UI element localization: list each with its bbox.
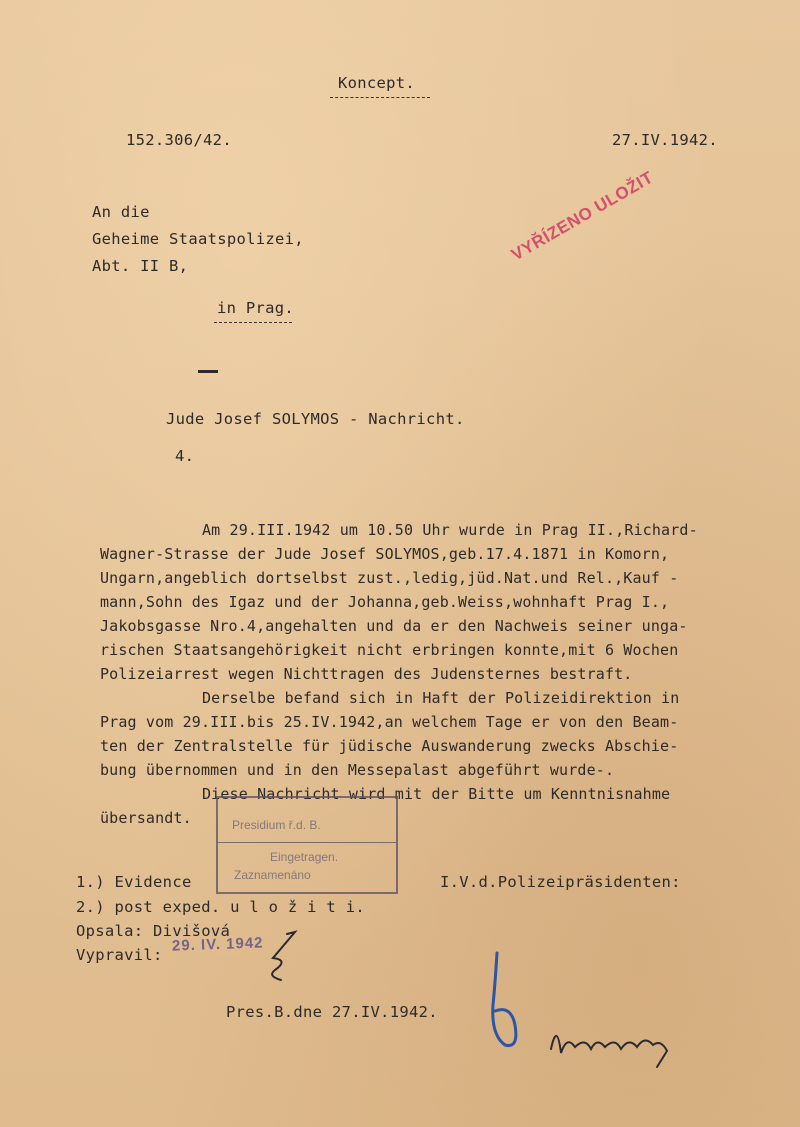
file-number: 152.306/42. xyxy=(126,131,232,149)
body-line: Jakobsgasse Nro.4,angehalten und da er den Nachweis seiner unga- xyxy=(100,617,688,635)
body-line: Derselbe befand sich in Haft der Polizeidirektion in xyxy=(202,689,680,707)
body-line: ten der Zentralstelle für jüdische Auswanderung zwecks Abschie- xyxy=(100,737,679,755)
presidium-stamp-divider xyxy=(218,842,396,843)
body-line: rischen Staatsangehörigkeit nicht erbringen konnte,mit 6 Wochen xyxy=(100,641,679,659)
instruction-1: 1.) Evidence xyxy=(76,873,192,891)
heading-konzept: Koncept. xyxy=(338,74,416,92)
separator-dash xyxy=(198,370,218,373)
body-line: Ungarn,angeblich dortselbst zust.,ledig,jüd.Nat.und Rel.,Kauf - xyxy=(100,569,679,587)
body-line: Prag vom 29.III.bis 25.IV.1942,an welchem Tage er von den Beam- xyxy=(100,713,679,731)
body-line: mann,Sohn des Igaz und der Johanna,geb.Weiss,wohnhaft Prag I., xyxy=(100,593,670,611)
subject-number: 4. xyxy=(175,447,195,465)
signatory-line: I.V.d.Polizeipräsidenten: xyxy=(440,873,681,891)
pres-date-line: Pres.B.dne 27.IV.1942. xyxy=(226,1003,438,1021)
subject-line: Jude Josef SOLYMOS - Nachricht. xyxy=(166,410,465,428)
address-line-3: Abt. II B, xyxy=(92,257,189,275)
body-line: Diese Nachricht wird mit der Bitte um Kenntnisnahme xyxy=(202,785,671,803)
body-line: Wagner-Strasse der Jude Josef SOLYMOS,geb.17.4.1871 in Komorn, xyxy=(100,545,670,563)
presidium-stamp-line-2: Zaznamenáno xyxy=(234,868,311,882)
date-stamp: 29. IV. 1942 xyxy=(171,934,264,955)
instruction-2: 2.) post exped. u l o ž i t i. xyxy=(76,898,365,916)
initial-signature xyxy=(255,930,305,990)
heading-underline xyxy=(330,97,430,98)
opsala-line: Opsala: Divišová xyxy=(76,922,231,940)
vyrizeno-stamp: VYŘÍZENO ULOŽIT xyxy=(508,167,657,265)
body-line: übersandt. xyxy=(100,809,192,827)
presidium-stamp-line-1: Eingetragen. xyxy=(270,850,339,864)
address-line-2: Geheime Staatspolizei, xyxy=(92,230,304,248)
handwritten-signature xyxy=(545,1015,675,1075)
body-line: bung übernommen und in den Messepalast abgeführt wurde-. xyxy=(100,761,615,779)
blue-signature xyxy=(475,945,535,1055)
vypravil-line: Vypravil: xyxy=(76,946,163,964)
address-line-1: An die xyxy=(92,203,150,221)
presidium-stamp-header: Presidium ř.d. B. xyxy=(232,818,321,832)
city-underline xyxy=(214,322,292,323)
document-date: 27.IV.1942. xyxy=(612,131,718,149)
body-line: Am 29.III.1942 um 10.50 Uhr wurde in Prag II.,Richard- xyxy=(202,521,698,539)
body-line: Polizeiarrest wegen Nichttragen des Judensternes bestraft. xyxy=(100,665,633,683)
presidium-stamp xyxy=(216,796,398,894)
address-city: in Prag. xyxy=(217,299,295,317)
